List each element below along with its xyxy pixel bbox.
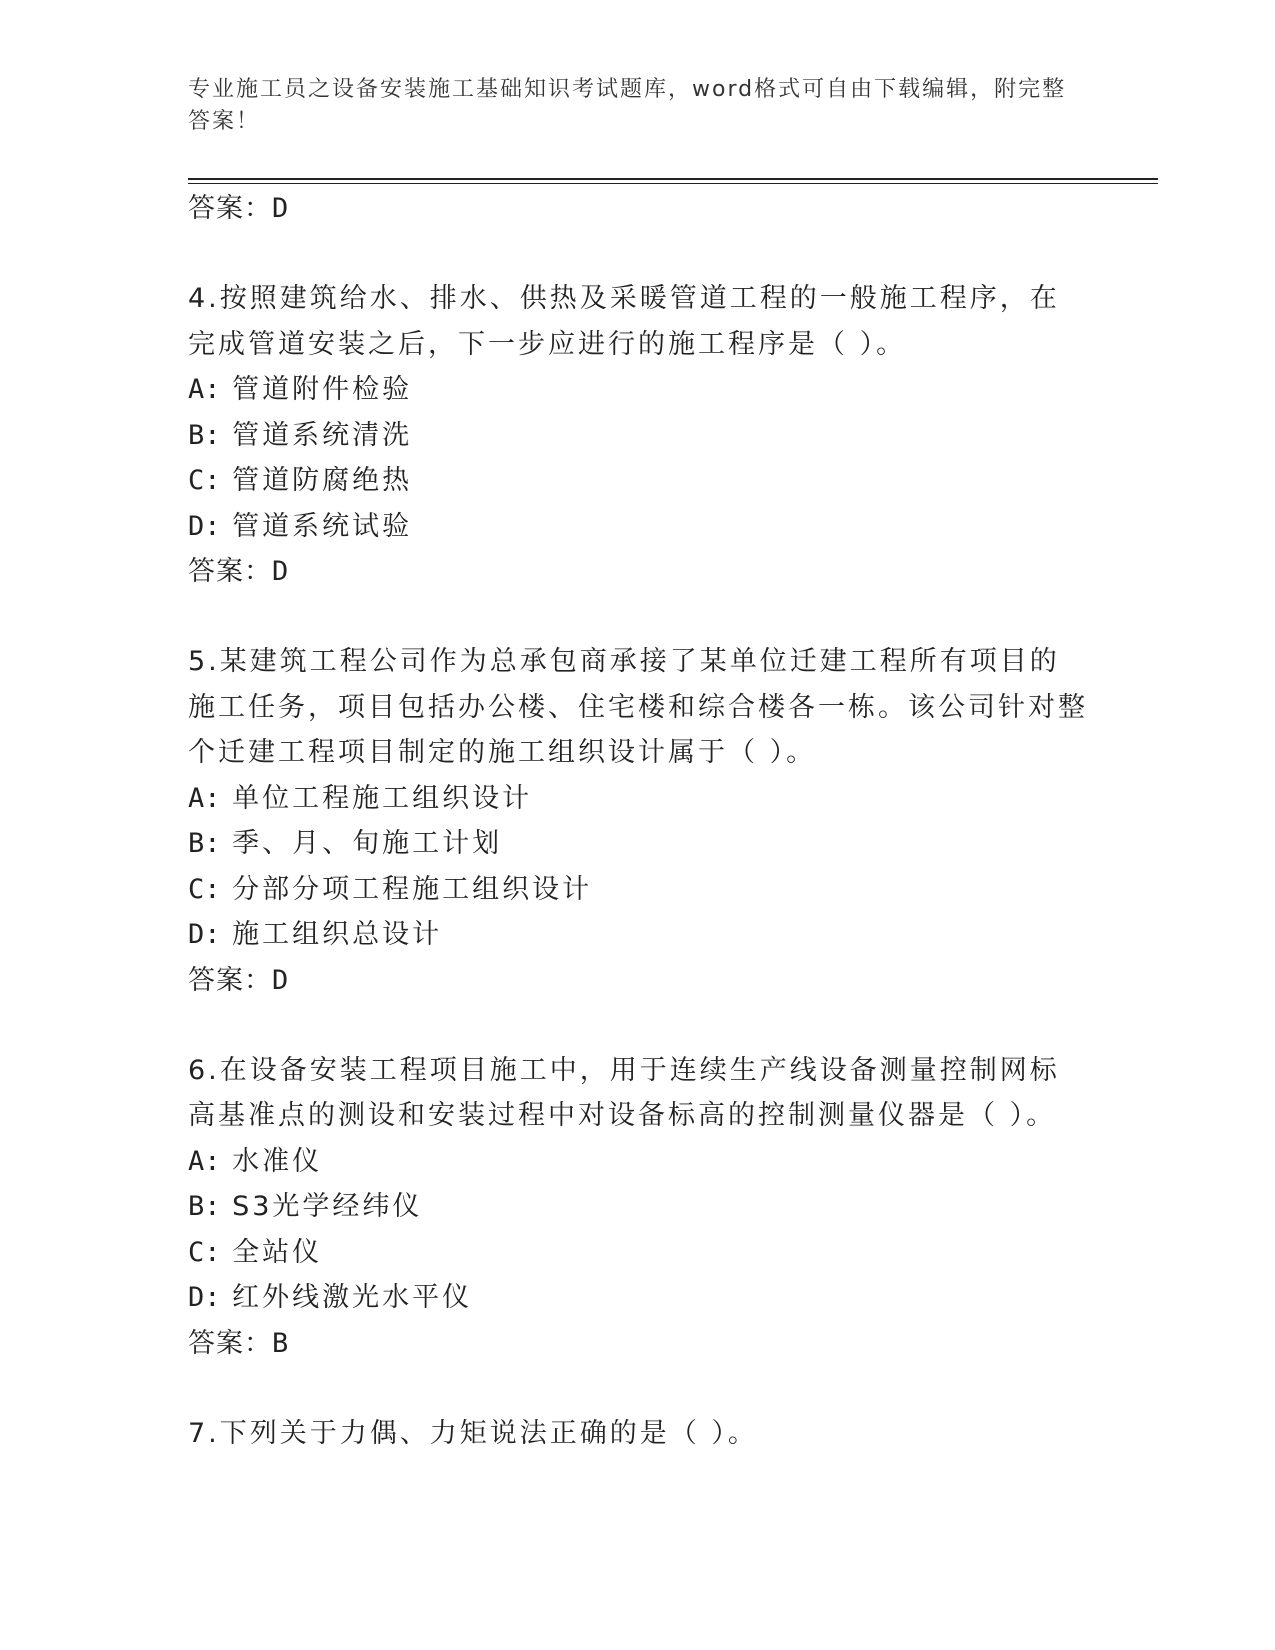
option-b (188, 413, 1088, 459)
option-letter: C: (188, 873, 221, 905)
option-text: 水准仪 (232, 1145, 323, 1177)
option-letter: B: (188, 828, 221, 859)
answer-value: D (272, 193, 290, 224)
option-letter: D: (188, 1282, 221, 1313)
question-7 (188, 1411, 1088, 1457)
option-text: 管道附件检验 (232, 374, 413, 405)
option-text: 管道系统清洗 (232, 419, 413, 451)
option-c (188, 458, 1088, 504)
option-b (188, 1184, 1088, 1230)
option-letter: A: (188, 782, 221, 814)
option-a (188, 776, 1088, 822)
answer-line (188, 549, 1088, 595)
document-body (188, 186, 1088, 1456)
answer-value: D (272, 556, 290, 587)
option-text: 单位工程施工组织设计 (232, 782, 533, 814)
answer-line (188, 1321, 1088, 1367)
answer-line (188, 186, 1088, 232)
option-letter: C: (188, 1236, 221, 1268)
option-text: 施工组织总设计 (232, 919, 443, 950)
option-letter: D: (188, 919, 221, 950)
option-letter: D: (188, 510, 221, 542)
option-a (188, 367, 1088, 413)
header-divider (188, 178, 1158, 180)
question-4 (188, 276, 1088, 595)
option-text: S3光学经纬仪 (232, 1191, 423, 1222)
answer-value: B (272, 1327, 290, 1359)
answer-label: 答案： (188, 193, 272, 224)
answer-label: 答案： (188, 1327, 272, 1359)
answer-line (188, 958, 1088, 1004)
option-text: 红外线激光水平仪 (232, 1282, 473, 1313)
document-header: 专业施工员之设备安装施工基础知识考试题库，word格式可自由下载编辑，附完整答案！ (188, 77, 1067, 134)
option-text: 管道系统试验 (232, 510, 413, 542)
option-text: 管道防腐绝热 (232, 465, 413, 496)
option-c (188, 1230, 1088, 1276)
option-c (188, 867, 1088, 913)
option-d (188, 504, 1088, 550)
question-5 (188, 639, 1088, 1004)
header-divider-thin (188, 183, 1158, 184)
option-d (188, 1275, 1088, 1321)
option-b (188, 821, 1088, 867)
option-text: 分部分项工程施工组织设计 (232, 873, 593, 905)
option-text: 季、月、旬施工计划 (232, 828, 503, 859)
option-letter: B: (188, 1191, 221, 1222)
option-letter: A: (188, 374, 221, 405)
question-stem: 5.某建筑工程公司作为总承包商承接了某单位迁建工程所有项目的施工任务，项目包括办公楼、住宅楼和综合楼各一栋。该公司针对整个迁建工程项目制定的施工组织设计属于（ ）。 (188, 646, 1088, 768)
question-stem: 4.按照建筑给水、排水、供热及采暖管道工程的一般施工程序，在完成管道安装之后，下一步应进行的施工程序是（ ）。 (188, 283, 1060, 360)
option-letter: A: (188, 1145, 221, 1177)
option-letter: B: (188, 419, 221, 451)
option-letter: C: (188, 465, 221, 496)
answer-label: 答案： (188, 556, 272, 587)
option-text: 全站仪 (232, 1236, 323, 1268)
answer-label: 答案： (188, 964, 272, 996)
answer-value: D (272, 964, 290, 996)
question-6 (188, 1048, 1088, 1367)
question-stem: 7.下列关于力偶、力矩说法正确的是（ ）。 (188, 1417, 758, 1449)
question-stem: 6.在设备安装工程项目施工中，用于连续生产线设备测量控制网标高基准点的测设和安装过程中对设备标高的控制测量仪器是（ ）。 (188, 1054, 1060, 1131)
option-d (188, 912, 1088, 958)
option-a (188, 1139, 1088, 1185)
